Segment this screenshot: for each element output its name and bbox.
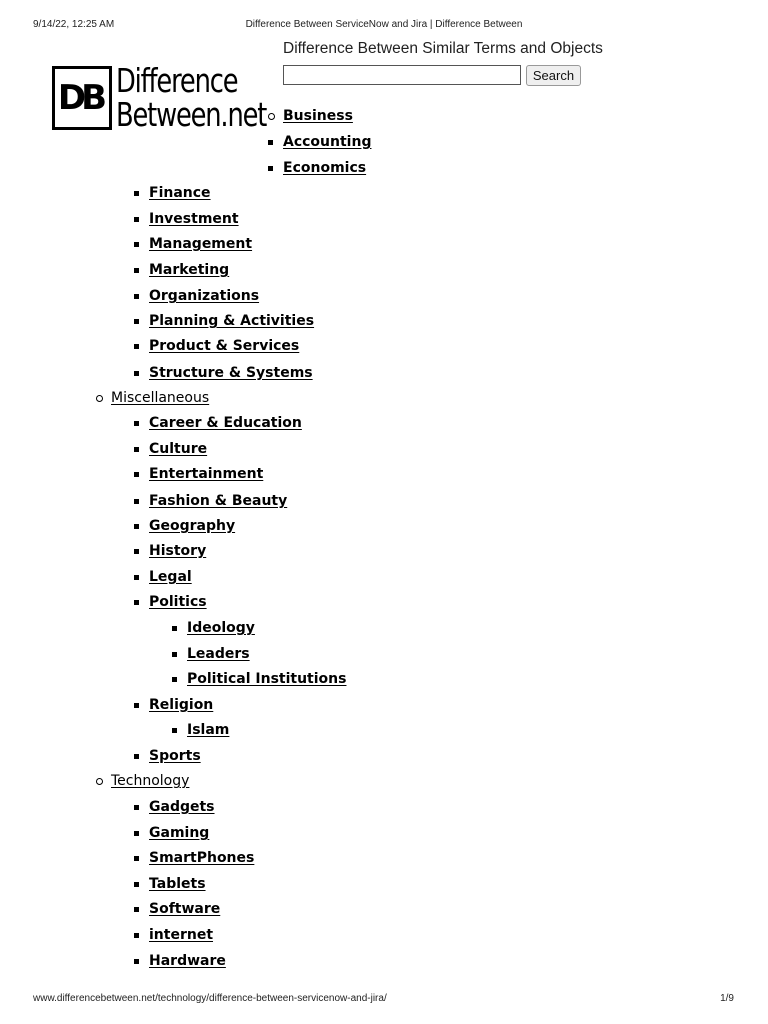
nav-link-geography[interactable]: Geography — [149, 518, 236, 534]
nav-link-structure[interactable]: Structure & Systems — [149, 365, 313, 381]
nav-link-hardware[interactable]: Hardware — [149, 953, 226, 969]
circle-bullet-icon — [96, 395, 103, 402]
site-tagline: Difference Between Similar Terms and Objects — [283, 40, 603, 57]
square-bullet-icon — [134, 524, 139, 529]
nav-link-planning[interactable]: Planning & Activities — [149, 313, 315, 329]
square-bullet-icon — [134, 242, 139, 247]
print-page-number: 1/9 — [720, 993, 734, 1004]
nav-link-business[interactable]: Business — [283, 108, 353, 124]
nav-link-gadgets[interactable]: Gadgets — [149, 799, 215, 815]
square-bullet-icon — [172, 652, 177, 657]
square-bullet-icon — [134, 907, 139, 912]
nav-link-technology[interactable]: Technology — [111, 773, 190, 789]
nav-link-organizations[interactable]: Organizations — [149, 288, 260, 304]
nav-link-management[interactable]: Management — [149, 236, 253, 252]
nav-link-tablets[interactable]: Tablets — [149, 876, 206, 892]
square-bullet-icon — [172, 626, 177, 631]
square-bullet-icon — [134, 754, 139, 759]
nav-link-smartphones[interactable]: SmartPhones — [149, 850, 255, 866]
square-bullet-icon — [134, 421, 139, 426]
circle-bullet-icon — [96, 778, 103, 785]
nav-link-legal[interactable]: Legal — [149, 569, 192, 585]
nav-link-culture[interactable]: Culture — [149, 441, 208, 457]
square-bullet-icon — [134, 217, 139, 222]
logo-text-line1: Difference — [116, 61, 238, 100]
square-bullet-icon — [134, 549, 139, 554]
nav-link-accounting[interactable]: Accounting — [283, 134, 372, 150]
nav-link-sports[interactable]: Sports — [149, 748, 201, 764]
nav-link-leaders[interactable]: Leaders — [187, 646, 250, 662]
nav-link-ideology[interactable]: Ideology — [187, 620, 255, 636]
print-page-title: Difference Between ServiceNow and Jira | Difference Between — [245, 19, 523, 30]
nav-link-marketing[interactable]: Marketing — [149, 262, 230, 278]
square-bullet-icon — [134, 191, 139, 196]
square-bullet-icon — [172, 728, 177, 733]
square-bullet-icon — [134, 933, 139, 938]
square-bullet-icon — [134, 703, 139, 708]
nav-link-investment[interactable]: Investment — [149, 211, 239, 227]
nav-link-entertainment[interactable]: Entertainment — [149, 466, 264, 482]
square-bullet-icon — [134, 499, 139, 504]
nav-link-political-institutions[interactable]: Political Institutions — [187, 671, 347, 687]
square-bullet-icon — [268, 140, 273, 145]
square-bullet-icon — [134, 344, 139, 349]
nav-link-gaming[interactable]: Gaming — [149, 825, 210, 841]
nav-link-software[interactable]: Software — [149, 901, 221, 917]
circle-bullet-icon — [268, 113, 275, 120]
square-bullet-icon — [134, 575, 139, 580]
square-bullet-icon — [134, 472, 139, 477]
nav-link-economics[interactable]: Economics — [283, 160, 367, 176]
nav-link-islam[interactable]: Islam — [187, 722, 230, 738]
square-bullet-icon — [134, 805, 139, 810]
logo-mark: DB — [52, 66, 112, 130]
nav-link-finance[interactable]: Finance — [149, 185, 211, 201]
print-url: www.differencebetween.net/technology/difference-between-servicenow-and-jira/ — [33, 993, 387, 1004]
square-bullet-icon — [134, 447, 139, 452]
nav-link-politics[interactable]: Politics — [149, 594, 207, 610]
square-bullet-icon — [268, 166, 273, 171]
square-bullet-icon — [134, 268, 139, 273]
square-bullet-icon — [172, 677, 177, 682]
square-bullet-icon — [134, 856, 139, 861]
site-logo[interactable] — [52, 61, 267, 136]
square-bullet-icon — [134, 882, 139, 887]
nav-link-miscellaneous[interactable]: Miscellaneous — [111, 390, 210, 406]
square-bullet-icon — [134, 294, 139, 299]
square-bullet-icon — [134, 371, 139, 376]
nav-link-internet[interactable]: internet — [149, 927, 214, 943]
search-input[interactable] — [283, 65, 521, 85]
search-button[interactable]: Search — [526, 65, 581, 86]
logo-text-line2: Between.net — [116, 95, 267, 134]
nav-link-product[interactable]: Product & Services — [149, 338, 300, 354]
nav-link-career[interactable]: Career & Education — [149, 415, 302, 431]
print-date: 9/14/22, 12:25 AM — [33, 19, 115, 30]
square-bullet-icon — [134, 831, 139, 836]
nav-link-history[interactable]: History — [149, 543, 207, 559]
square-bullet-icon — [134, 319, 139, 324]
nav-link-fashion[interactable]: Fashion & Beauty — [149, 493, 288, 509]
nav-link-religion[interactable]: Religion — [149, 697, 214, 713]
square-bullet-icon — [134, 600, 139, 605]
square-bullet-icon — [134, 959, 139, 964]
